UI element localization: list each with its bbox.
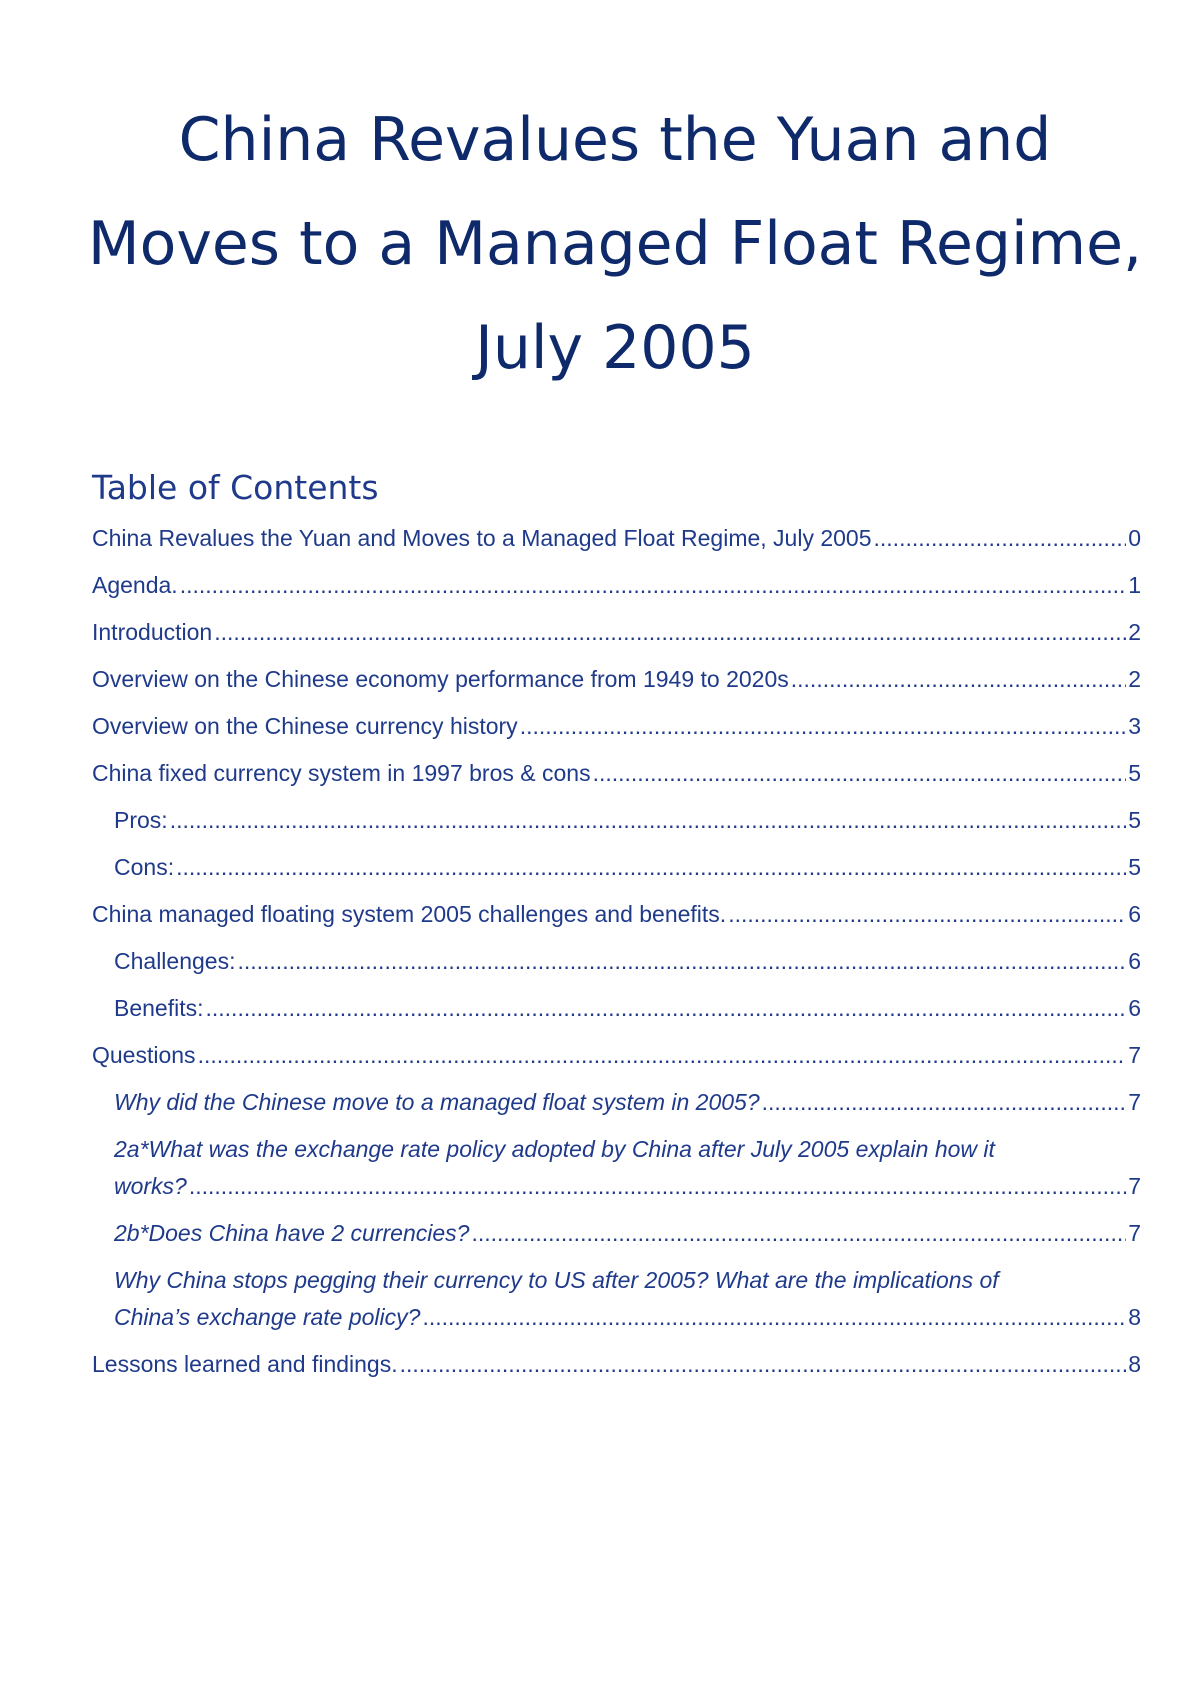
toc-entry-question-1[interactable] — [92, 1084, 1141, 1121]
toc-entry-pros[interactable] — [92, 802, 1141, 839]
toc-entry-text: Challenges: — [114, 948, 236, 974]
toc-page-number: 3 — [1128, 713, 1141, 739]
toc-entry-text: 2a*What was the exchange rate policy adopted by China after July 2005 explain how it — [114, 1136, 995, 1162]
toc-entry-text: Lessons learned and findings. — [92, 1351, 398, 1377]
toc-entry-text-continued: China’s exchange rate policy? — [114, 1304, 421, 1330]
toc-page-number: 6 — [1128, 995, 1141, 1021]
toc-entry-text: Benefits: — [114, 995, 204, 1021]
title-line-1: China Revalues the Yuan and — [178, 105, 1052, 175]
toc-leader — [189, 1168, 1126, 1205]
toc-entry-managed-floating[interactable] — [92, 896, 1141, 933]
toc-page-number: 1 — [1128, 572, 1141, 598]
toc-page-number: 5 — [1128, 807, 1141, 833]
toc-entry-challenges[interactable] — [92, 943, 1141, 980]
toc-entry-currency-history[interactable] — [92, 708, 1141, 745]
toc-leader — [237, 943, 1126, 980]
toc-leader — [762, 1084, 1127, 1121]
toc-entry-text: China Revalues the Yuan and Moves to a Managed Float Regime, July 2005 — [92, 525, 872, 551]
toc-entry-text: Introduction — [92, 619, 213, 645]
toc-page-number: 7 — [1128, 1173, 1141, 1199]
toc-leader — [593, 755, 1127, 792]
toc-entry-lessons[interactable] — [92, 1346, 1141, 1383]
title-line-2: Moves to a Managed Float Regime, — [87, 209, 1143, 279]
toc-entry-introduction[interactable] — [92, 614, 1141, 651]
toc-heading: Table of Contents — [92, 468, 379, 507]
toc-entry-text: Questions — [92, 1042, 196, 1068]
toc-entry-economy-overview[interactable] — [92, 661, 1141, 698]
toc-entry-questions[interactable] — [92, 1037, 1141, 1074]
toc-leader — [206, 990, 1127, 1027]
toc-entry-cons[interactable] — [92, 849, 1141, 886]
toc-page-number: 7 — [1128, 1042, 1141, 1068]
toc-leader — [176, 849, 1126, 886]
toc-page-number: 7 — [1128, 1220, 1141, 1246]
toc-entry-text: Agenda. — [92, 572, 178, 598]
toc-entry-title[interactable] — [92, 520, 1141, 557]
toc-entry-text: China fixed currency system in 1997 bros & cons — [92, 760, 591, 786]
toc-entry-text: China managed floating system 2005 challenges and benefits. — [92, 901, 727, 927]
toc-entry-text: 2b*Does China have 2 currencies? — [114, 1220, 470, 1246]
toc-entry-benefits[interactable] — [92, 990, 1141, 1027]
title-line-3: July 2005 — [475, 313, 755, 383]
toc-page-number: 6 — [1128, 948, 1141, 974]
toc-page-number: 0 — [1128, 525, 1141, 551]
toc-leader — [874, 520, 1127, 557]
toc-page-number: 5 — [1128, 854, 1141, 880]
toc-entry-fixed-system[interactable] — [92, 755, 1141, 792]
toc-entry-text: Why did the Chinese move to a managed float system in 2005? — [114, 1089, 760, 1115]
toc-entry-agenda[interactable] — [92, 567, 1141, 604]
table-of-contents — [92, 520, 1141, 1393]
toc-page-number: 5 — [1128, 760, 1141, 786]
toc-page-number: 7 — [1128, 1089, 1141, 1115]
toc-leader — [422, 1299, 1126, 1336]
toc-leader — [214, 614, 1126, 651]
toc-entry-text-continued: works? — [114, 1173, 187, 1199]
toc-entry-question-2b[interactable] — [92, 1215, 1141, 1252]
toc-leader — [170, 802, 1127, 839]
toc-entry-text: Pros: — [114, 807, 168, 833]
toc-leader — [400, 1346, 1127, 1383]
toc-page-number: 6 — [1128, 901, 1141, 927]
toc-page-number: 2 — [1128, 619, 1141, 645]
toc-leader — [198, 1037, 1127, 1074]
toc-leader — [471, 1215, 1126, 1252]
toc-leader — [520, 708, 1127, 745]
toc-page-number: 2 — [1128, 666, 1141, 692]
toc-leader — [180, 567, 1127, 604]
toc-entry-text: Overview on the Chinese currency history — [92, 713, 518, 739]
toc-entry-question-2a[interactable] — [92, 1131, 1141, 1205]
toc-entry-question-3[interactable] — [92, 1262, 1141, 1336]
toc-page-number: 8 — [1128, 1351, 1141, 1377]
document-title — [80, 88, 1150, 400]
toc-leader — [791, 661, 1126, 698]
toc-entry-text: Overview on the Chinese economy performance from 1949 to 2020s — [92, 666, 789, 692]
toc-entry-text: Cons: — [114, 854, 175, 880]
toc-page-number: 8 — [1128, 1304, 1141, 1330]
toc-leader — [728, 896, 1126, 933]
toc-entry-text: Why China stops pegging their currency to US after 2005? What are the implications of — [114, 1267, 999, 1293]
